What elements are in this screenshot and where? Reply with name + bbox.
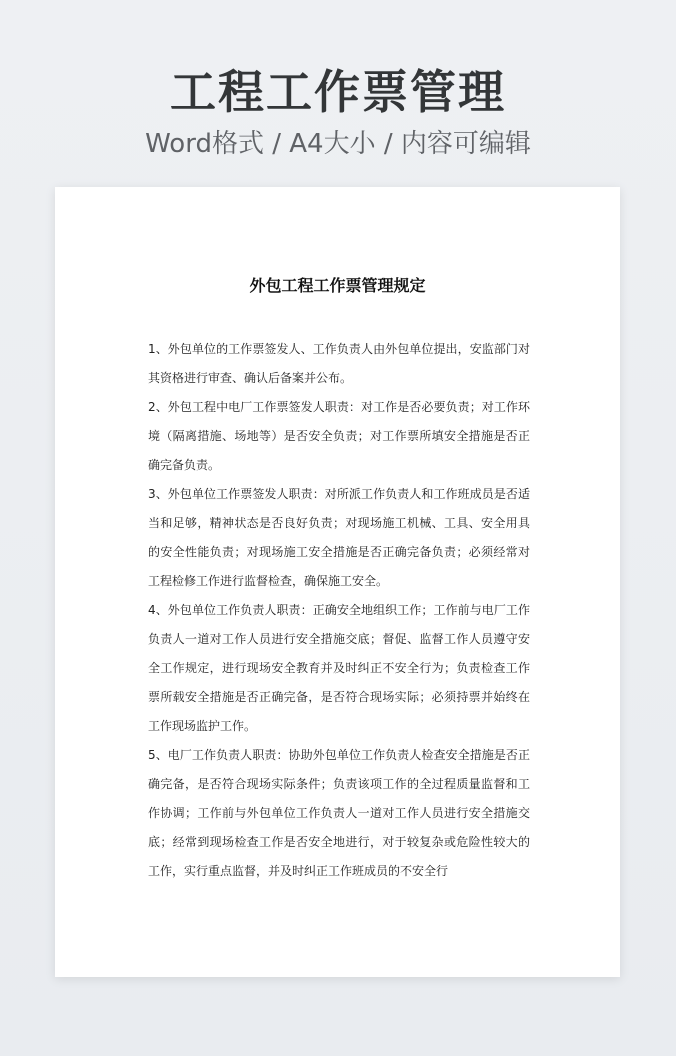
document-body (148, 335, 530, 886)
paragraph-2: 2、外包工程中电厂工作票签发人职责：对工作是否必要负责；对工作环境（隔离措施、场地等）是否安全负责；对工作票所填安全措施是否正确完备负责。 (148, 400, 530, 472)
banner-title: 工程工作票管理 (170, 65, 506, 119)
paragraph-5: 5、电厂工作负责人职责：协助外包单位工作负责人检查安全措施是否正确完备，是否符合现场实际条件；负责该项工作的全过程质量监督和工作协调；工作前与外包单位工作负责人一道对工作人员进行安全措施交底；经常到现场检查工作是否安全地进行，对于较复杂或危险性较大的工作，实行重点监督，并及时纠正工作班成员的不安全行 (148, 748, 530, 878)
banner-subtitle: Word格式 / A4大小 / 内容可编辑 (145, 129, 531, 159)
paragraph-4: 4、外包单位工作负责人职责：正确安全地组织工作；工作前与电厂工作负责人一道对工作人员进行安全措施交底；督促、监督工作人员遵守安全工作规定，进行现场安全教育并及时纠正不安全行为；负责检查工作票所载安全措施是否正确完备，是否符合现场实际；必须持票并始终在工作现场监护工作。 (148, 603, 530, 733)
document-title: 外包工程工作票管理规定 (249, 276, 426, 295)
document-page (55, 187, 620, 977)
banner (0, 62, 676, 162)
paragraph-3: 3、外包单位工作票签发人职责：对所派工作负责人和工作班成员是否适当和足够，精神状态是否良好负责；对现场施工机械、工具、安全用具的安全性能负责；对现场施工安全措施是否正确完备负责；必须经常对工程检修工作进行监督检查，确保施工安全。 (148, 487, 530, 588)
paragraph-1: 1、外包单位的工作票签发人、工作负责人由外包单位提出，安监部门对其资格进行审查、确认后备案并公布。 (148, 342, 530, 385)
